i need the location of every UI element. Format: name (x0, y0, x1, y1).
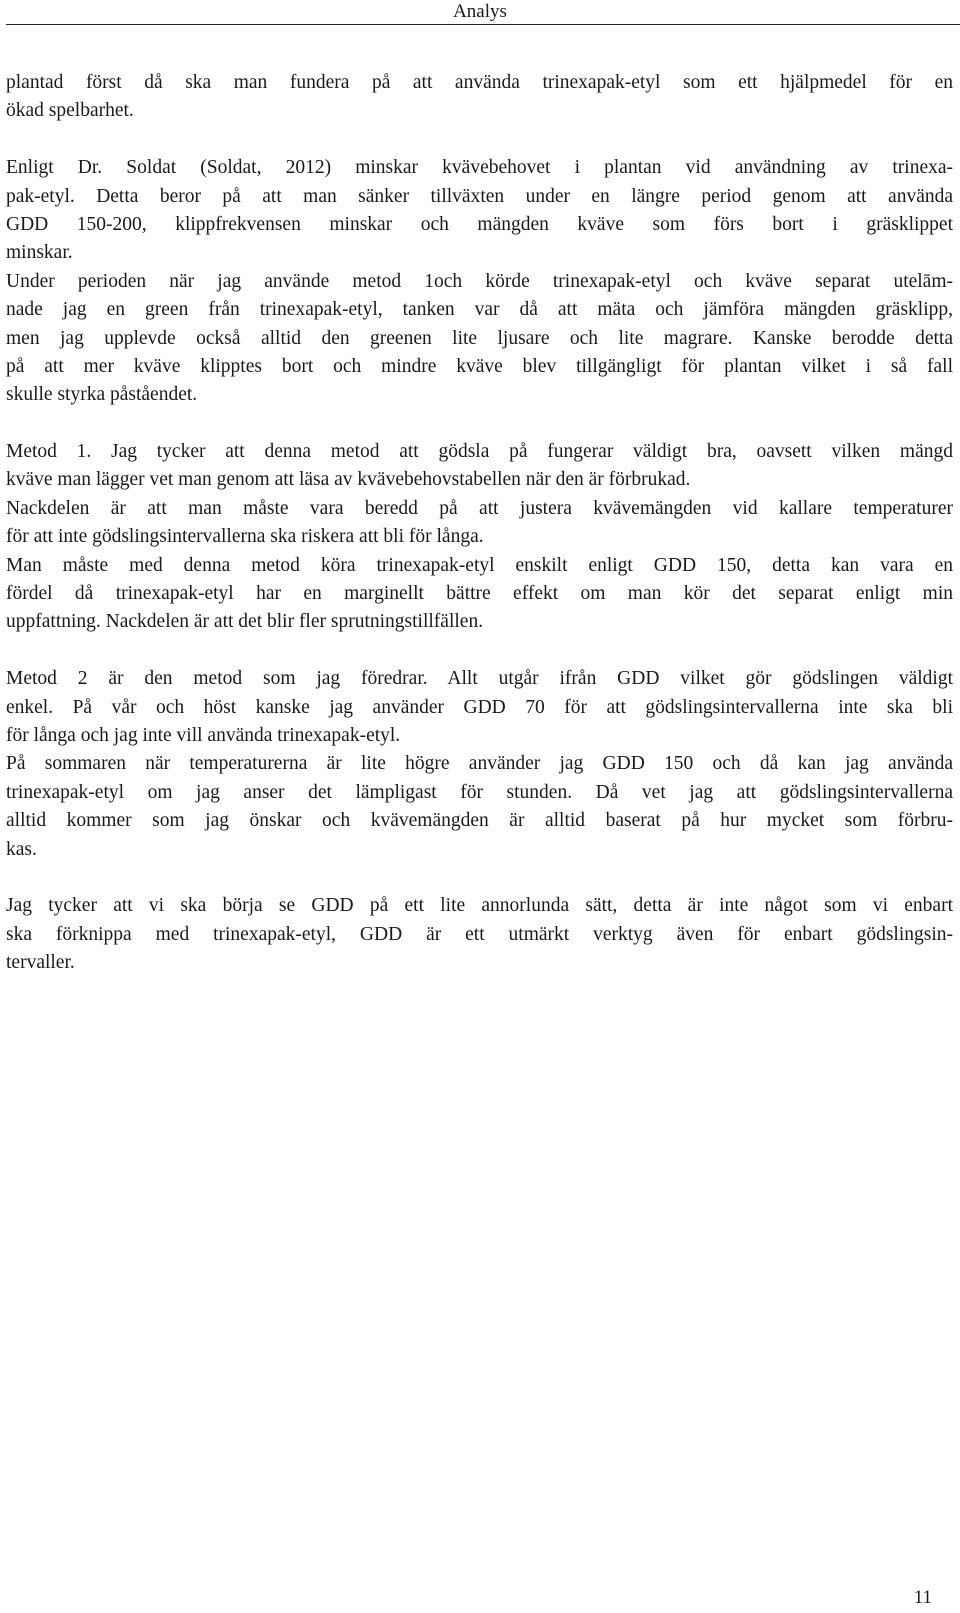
paragraph-gap (6, 864, 953, 892)
text-line: minskar. (6, 242, 73, 264)
page-number: 11 (913, 1587, 932, 1608)
text-line: Jag tycker att vi ska börja se GDD på ett lite annorlunda sätt, detta är inte något som vi enbart (6, 895, 953, 917)
page-header (0, 0, 960, 25)
text-line: Man måste med denna metod köra trinexapak-etyl enskilt enligt GDD 150, detta kan vara en (6, 554, 953, 576)
paragraph-gap (6, 637, 953, 665)
text-line: nade jag en green från trinexapak-etyl, tanken var då att mäta och jämföra mängden gräsklipp, (6, 299, 953, 321)
running-header-title: Analys (453, 1, 507, 22)
text-line: alltid kommer som jag önskar och kvävemängden är alltid baserat på hur mycket som förbru- (6, 810, 953, 832)
text-line: ska förknippa med trinexapak-etyl, GDD är ett utmärkt verktyg även för enbart gödslingsin- (6, 923, 953, 945)
text-line: plantad först då ska man fundera på att använda trinexapak-etyl som ett hjälpmedel för en (6, 72, 953, 93)
text-line: för långa och jag inte vill använda trinexapak-etyl. (6, 724, 401, 746)
paragraph-gap (6, 410, 953, 438)
text-line: skulle styrka påståendet. (6, 384, 198, 406)
text-line: på att mer kväve klipptes bort och mindre kväve blev tillgängligt för plantan vilket i så fall (6, 355, 953, 377)
text-line: pak-etyl. Detta beror på att man sänker tillväxten under en längre period genom att använda (6, 185, 953, 207)
text-line: Nackdelen är att man måste vara beredd på att justera kvävemängden vid kallare temperaturer (6, 497, 953, 519)
text-line: tervaller. (6, 952, 75, 974)
body-text (6, 69, 953, 978)
text-line: kväve man lägger vet man genom att läsa av kvävebehovstabellen när den är förbrukad. (6, 469, 691, 491)
text-line: men jag upplevde också alltid den greenen lite ljusare och lite magrare. Kanske berodde detta (6, 327, 953, 349)
text-line: Under perioden när jag använde metod 1och körde trinexapak-etyl och kväve separat utelām- (6, 270, 953, 292)
text-line: fördel då trinexapak-etyl har en marginellt bättre effekt om man kör det separat enligt min (6, 583, 953, 605)
text-line: kas. (6, 838, 37, 860)
text-line: uppfattning. Nackdelen är att det blir fler sprutningstillfällen. (6, 611, 484, 633)
header-rule (6, 24, 960, 25)
text-line: enkel. På vår och höst kanske jag använder GDD 70 för att gödslingsintervallerna inte ska bli (6, 696, 953, 718)
text-line: trinexapak-etyl om jag anser det lämpligast för stunden. Då vet jag att gödslingsintervallerna (6, 781, 953, 803)
text-line: Metod 1. Jag tycker att denna metod att gödsla på fungerar väldigt bra, oavsett vilken mängd (6, 441, 953, 463)
paragraph-gap (6, 126, 953, 154)
text-line: ökad spelbarhet. (6, 100, 134, 122)
text-line: för att inte gödslingsintervallerna ska riskera att bli för långa. (6, 526, 484, 548)
text-line: Metod 2 är den metod som jag föredrar. Allt utgår ifrån GDD vilket gör gödslingen väldigt (6, 668, 953, 690)
text-line: Enligt Dr. Soldat (Soldat, 2012) minskar kvävebehovet i plantan vid användning av trinexa- (6, 157, 953, 179)
text-line: GDD 150-200, klippfrekvensen minskar och mängden kväve som förs bort i gräsklippet (6, 213, 953, 235)
text-line: På sommaren när temperaturerna är lite högre använder jag GDD 150 och då kan jag använda (6, 753, 953, 775)
